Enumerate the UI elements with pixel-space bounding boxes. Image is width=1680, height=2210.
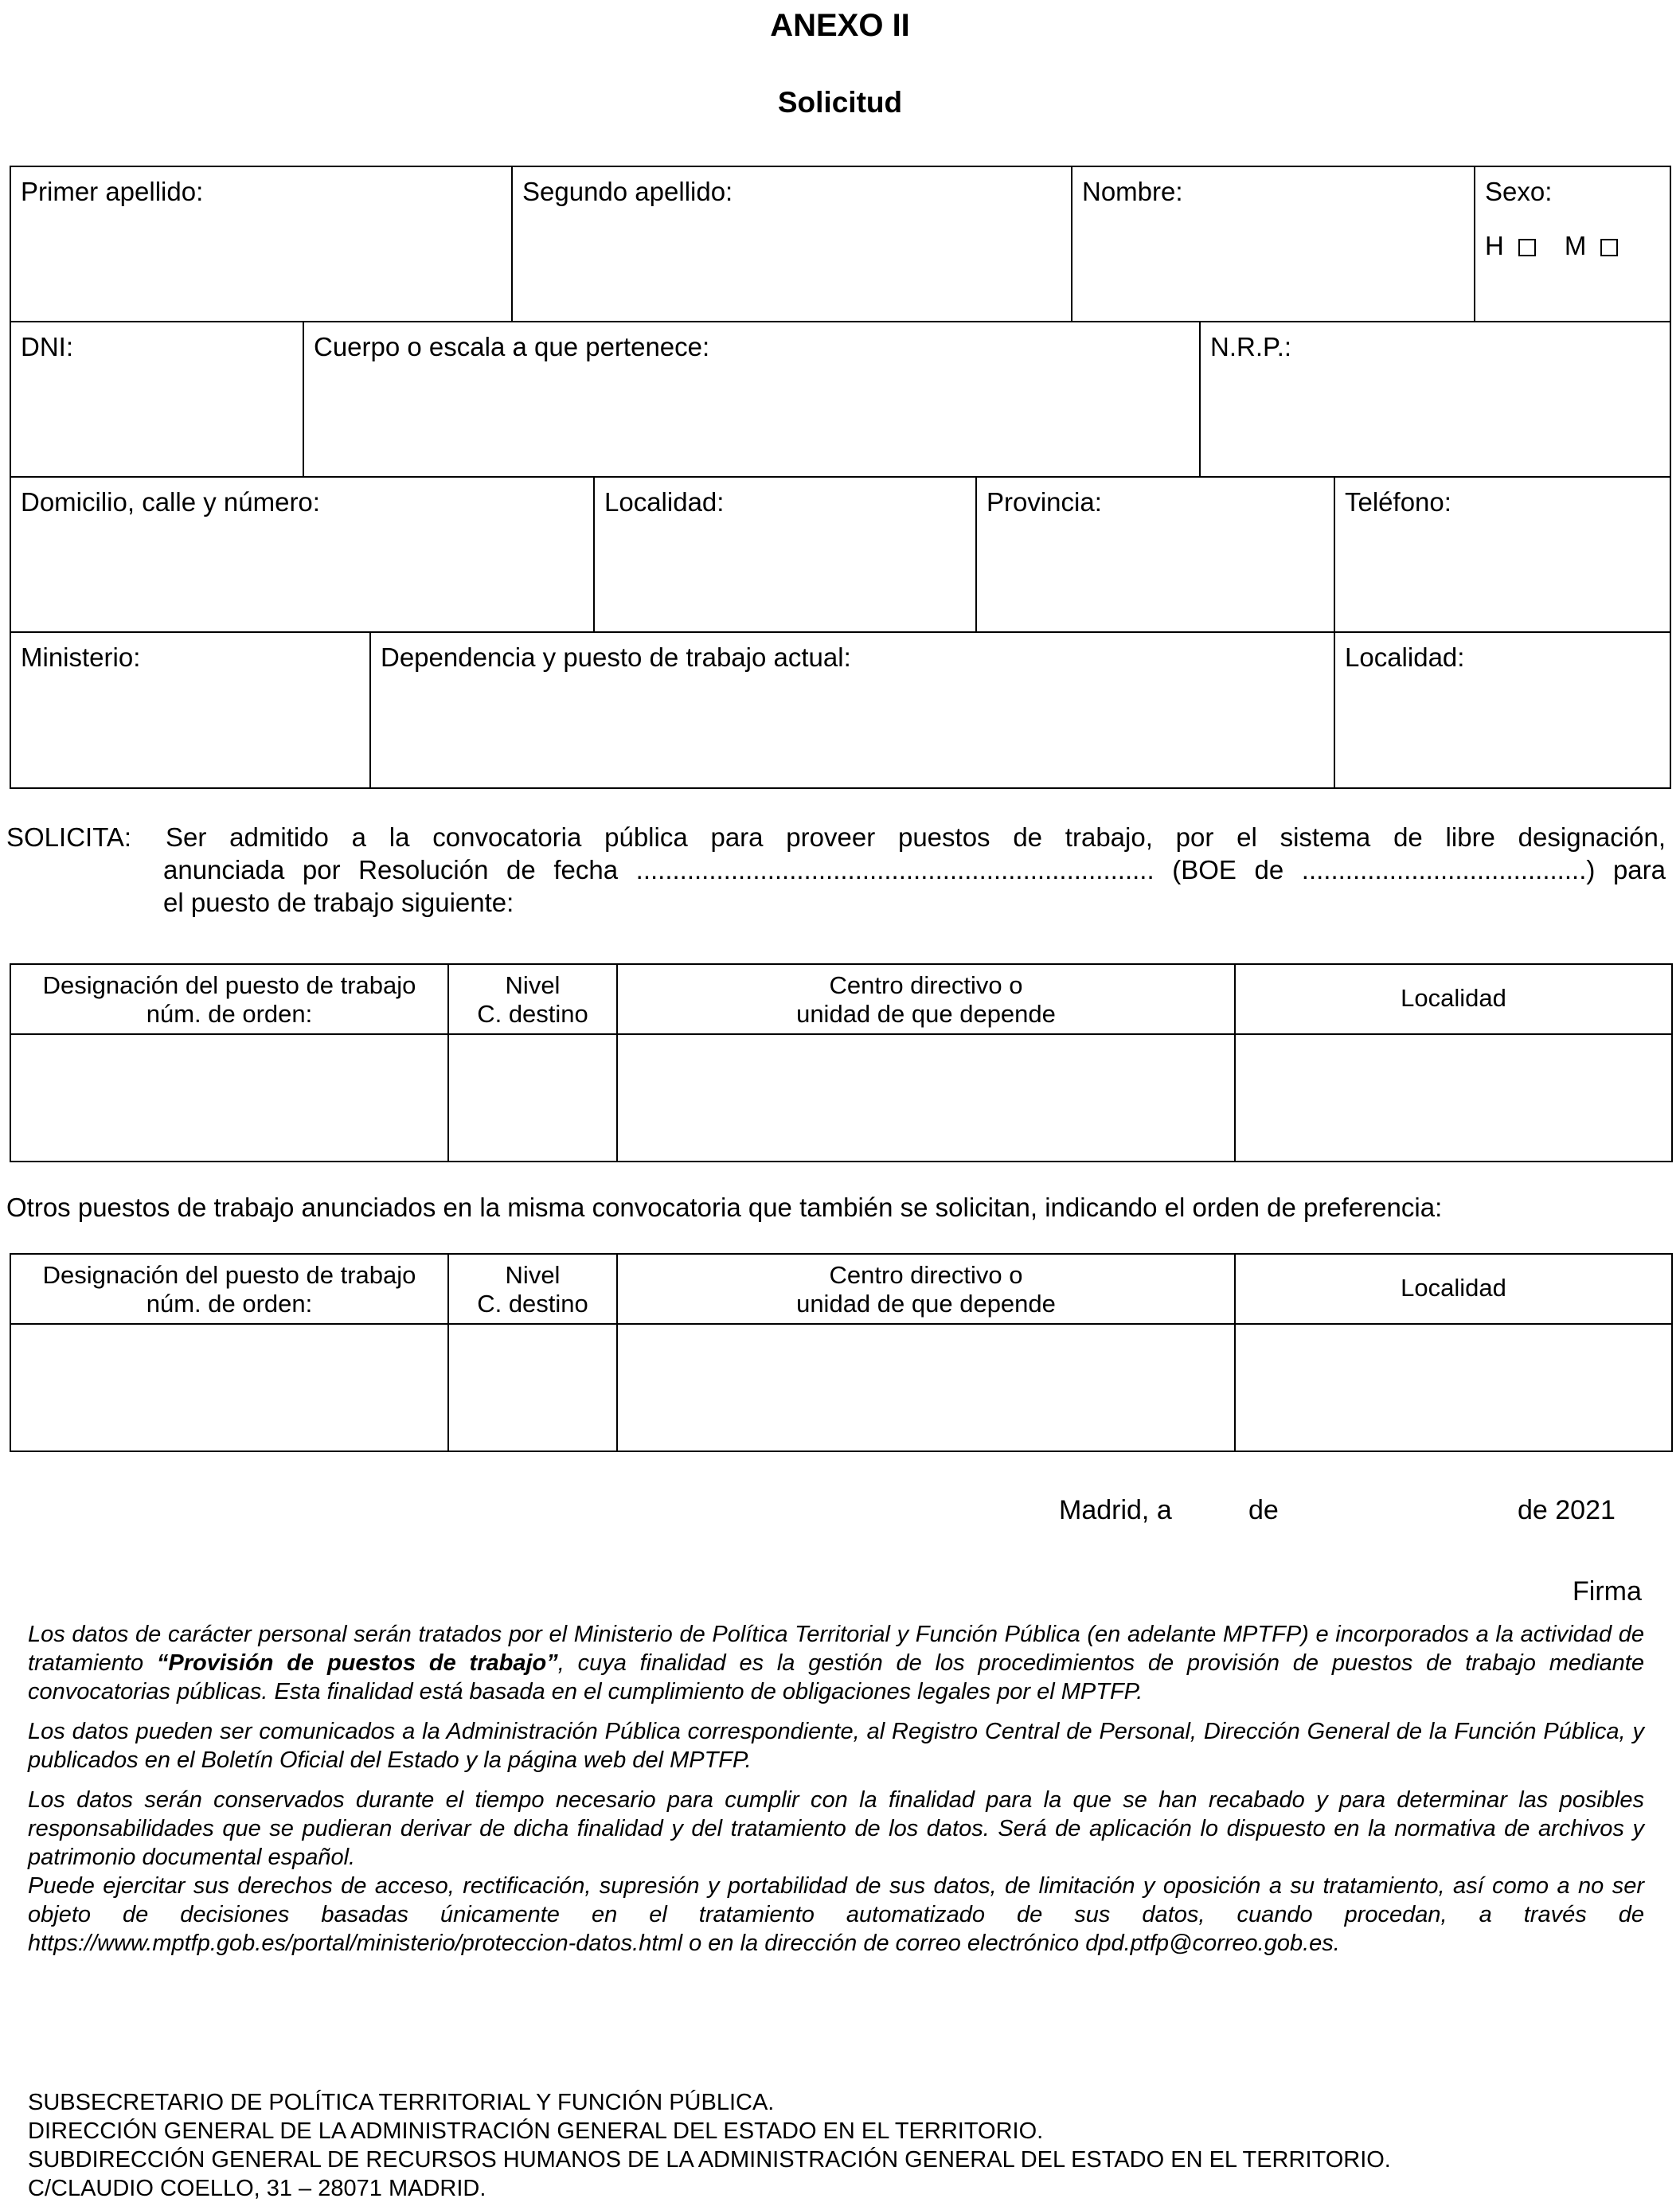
table-row [10, 1034, 1672, 1162]
solicita-line-2: anunciada por Resolución de fecha ....................................................................... (BOE de .......................................) para [163, 855, 1666, 884]
date-year: de 2021 [1518, 1495, 1616, 1525]
header-centro-2-l1: Centro directivo o [829, 1261, 1023, 1289]
otros-puestos-text: Otros puestos de trabajo anunciados en la misma convocatoria que también se solicitan, indicando el orden de preferencia: [6, 1193, 1443, 1222]
header-designacion-2-l2: núm. de orden: [146, 1290, 313, 1318]
firma-label: Firma [1573, 1576, 1642, 1607]
otros-puestos-table [10, 1253, 1673, 1452]
legal-p1-text-a: Los datos de carácter personal serán tratados por el Ministerio de Política Territorial y Función Pública (en adelante MPTFP) e incorporados a la actividad de tratamiento [28, 1622, 1644, 1676]
header-designacion-l1: Designación del puesto de trabajo [42, 971, 416, 999]
cell-centro[interactable] [617, 1034, 1235, 1162]
header-designacion-l2: núm. de orden: [146, 1000, 313, 1028]
label-ministerio: Ministerio: [21, 642, 141, 672]
solicita-label: SOLICITA: [6, 822, 132, 852]
cell-centro-2[interactable] [617, 1324, 1235, 1451]
label-dni: DNI: [21, 332, 73, 361]
field-ministerio[interactable] [10, 631, 371, 789]
footer-line-2: DIRECCIÓN GENERAL DE LA ADMINISTRACIÓN GENERAL DEL ESTADO EN EL TERRITORIO. [28, 2118, 1044, 2144]
otros-table-header [10, 1254, 1672, 1324]
sexo-m-checkbox[interactable] [1600, 239, 1618, 256]
header-nivel-l1: Nivel [505, 971, 561, 999]
date-de: de [1248, 1495, 1279, 1525]
cell-localidad[interactable] [1235, 1034, 1672, 1162]
solicita-line-1: Ser admitido a la convocatoria pública para proveer puestos de trabajo, por el sistema de libre designación, [166, 822, 1666, 852]
cell-localidad-2[interactable] [1235, 1324, 1672, 1451]
sexo-options [1485, 231, 1647, 261]
field-telefono[interactable] [1334, 476, 1671, 633]
header-nivel-2-l1: Nivel [505, 1261, 561, 1289]
label-localidad: Localidad: [604, 487, 725, 517]
solicita-line-3: el puesto de trabajo siguiente: [163, 888, 514, 917]
field-dependencia[interactable] [369, 631, 1335, 789]
cell-designacion[interactable] [10, 1034, 448, 1162]
header-centro-l2: unidad de que depende [796, 1000, 1056, 1028]
footer-line-3: SUBDIRECCIÓN GENERAL DE RECURSOS HUMANOS DE LA ADMINISTRACIÓN GENERAL DEL ESTADO EN EL TERRITORIO. [28, 2147, 1391, 2173]
label-dependencia: Dependencia y puesto de trabajo actual: [381, 642, 851, 672]
puesto-table [10, 963, 1673, 1162]
sexo-m-label: M [1564, 231, 1587, 260]
header-nivel-2 [448, 1254, 617, 1324]
header-nivel [448, 964, 617, 1034]
label-cuerpo: Cuerpo o escala a que pertenece: [314, 332, 710, 361]
puesto-table-header [10, 964, 1672, 1034]
field-cuerpo[interactable] [303, 321, 1201, 478]
field-localidad-actual[interactable] [1334, 631, 1671, 789]
legal-paragraph-4: Puede ejercitar sus derechos de acceso, rectificación, supresión y portabilidad de sus datos, de limitación y oposición a su tratamiento, así como a no ser objeto de decisiones basadas únicamente en el tratamiento automatizado de sus datos, cuando procedan, a través de https://www.mptfp.gob.es/portal/ministerio/proteccion-datos.html o en la dirección de correo electrónico dpd.ptfp@correo.gob.es. [28, 1873, 1644, 1956]
label-localidad-actual: Localidad: [1345, 642, 1465, 672]
legal-p1-text-b: , cuya finalidad es la gestión de los procedimientos de provisión de puestos de trabajo mediante convocatorias públicas. Esta finalidad está basada en el cumplimiento de obligaciones legales por el MPTFP. [28, 1650, 1644, 1704]
table-row [10, 1324, 1672, 1451]
label-domicilio: Domicilio, calle y número: [21, 487, 320, 517]
footer-line-1: SUBSECRETARIO DE POLÍTICA TERRITORIAL Y FUNCIÓN PÚBLICA. [28, 2090, 775, 2115]
page-subtitle: Solicitud [777, 86, 903, 119]
field-localidad[interactable] [593, 476, 977, 633]
field-nombre[interactable] [1071, 166, 1475, 322]
legal-paragraph-2: Los datos pueden ser comunicados a la Administración Pública correspondiente, al Registro Central de Personal, Dirección General de la Función Pública, y publicados en el Boletín Oficial del Estado y la página web del MPTFP. [28, 1719, 1644, 1773]
header-designacion-2-l1: Designación del puesto de trabajo [42, 1261, 416, 1289]
cell-nivel[interactable] [448, 1034, 617, 1162]
legal-p1-bold: “Provisión de puestos de trabajo” [156, 1650, 558, 1676]
header-centro-l1: Centro directivo o [829, 971, 1023, 999]
legal-paragraph-1 [28, 1620, 1644, 1706]
date-madrid: Madrid, a [1059, 1495, 1172, 1525]
footer-line-4: C/CLAUDIO COELLO, 31 – 28071 MADRID. [28, 2176, 486, 2201]
cell-nivel-2[interactable] [448, 1324, 617, 1451]
header-centro-2 [617, 1254, 1235, 1324]
header-nivel-l2: C. destino [477, 1000, 588, 1028]
legal-notice [28, 1620, 1644, 1969]
field-nrp[interactable] [1199, 321, 1671, 478]
page-title: ANEXO II [770, 8, 910, 43]
field-domicilio[interactable] [10, 476, 595, 633]
header-centro [617, 964, 1235, 1034]
header-designacion-2 [10, 1254, 448, 1324]
header-nivel-2-l2: C. destino [477, 1290, 588, 1318]
label-segundo-apellido: Segundo apellido: [522, 177, 733, 206]
label-telefono: Teléfono: [1345, 487, 1451, 517]
label-nombre: Nombre: [1082, 177, 1183, 206]
sexo-h-label: H [1485, 231, 1504, 260]
label-primer-apellido: Primer apellido: [21, 177, 204, 206]
legal-paragraph-3: Los datos serán conservados durante el tiempo necesario para cumplir con la finalidad para la que se han recabado y para determinar las posibles responsabilidades que se pudieran derivar de dicha finalidad y del tratamiento de los datos. Será de aplicación lo dispuesto en la normativa de archivos y patrimonio documental español. [28, 1787, 1644, 1870]
sexo-h-checkbox[interactable] [1518, 239, 1536, 256]
header-designacion [10, 964, 448, 1034]
label-provincia: Provincia: [987, 487, 1102, 517]
header-centro-2-l2: unidad de que depende [796, 1290, 1056, 1318]
header-localidad-2: Localidad [1235, 1254, 1672, 1324]
field-segundo-apellido[interactable] [511, 166, 1072, 322]
label-nrp: N.R.P.: [1210, 332, 1292, 361]
field-provincia[interactable] [975, 476, 1335, 633]
header-localidad: Localidad [1235, 964, 1672, 1034]
field-sexo [1474, 166, 1671, 322]
footer-address [28, 2088, 1391, 2203]
cell-designacion-2[interactable] [10, 1324, 448, 1451]
field-dni[interactable] [10, 321, 304, 478]
label-sexo: Sexo: [1485, 177, 1553, 206]
field-primer-apellido[interactable] [10, 166, 513, 322]
